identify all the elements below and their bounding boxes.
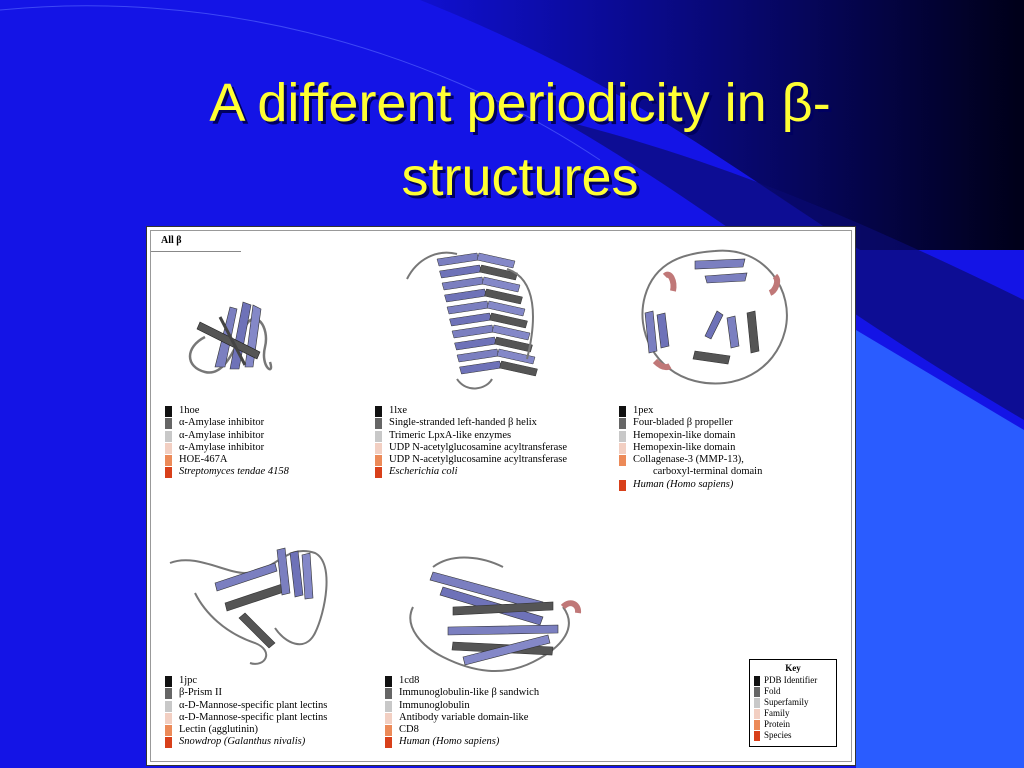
legend-text: Snowdrop (Galanthus nivalis) xyxy=(179,736,306,748)
legend-1cd8 xyxy=(385,675,539,749)
legend-row-family xyxy=(385,712,539,724)
key-swatch-fold xyxy=(754,687,760,697)
structure-1cd8-image xyxy=(403,547,593,687)
legend-swatch-species xyxy=(165,467,172,478)
legend-text: Immunoglobulin-like β sandwich xyxy=(399,687,540,699)
key-title: Key xyxy=(785,663,801,673)
structure-1jpc-image xyxy=(165,533,345,673)
legend-text: α-D-Mannose-specific plant lectins xyxy=(179,711,328,723)
legend-text: Single-stranded left-handed β helix xyxy=(389,417,537,429)
legend-text: β-Prism II xyxy=(179,687,222,699)
helix-strand xyxy=(457,349,499,362)
legend-swatch-fold xyxy=(385,688,392,699)
legend-text: Antibody variable domain-like xyxy=(399,711,529,723)
legend-row-protein xyxy=(165,454,289,466)
legend-row-species xyxy=(165,736,327,748)
key-row-species xyxy=(750,730,836,741)
structure-1hoe-image xyxy=(175,287,285,387)
legend-row-indent xyxy=(619,466,762,478)
structure-1lxe-image xyxy=(397,239,547,399)
legend-text: Trimeric LpxA-like enzymes xyxy=(389,429,512,441)
legend-row-pdb xyxy=(165,405,289,417)
legend-text: Collagenase-3 (MMP-13), xyxy=(633,454,744,466)
legend-row-species xyxy=(165,466,289,478)
legend-swatch-species xyxy=(165,737,172,748)
key-row-superfamily xyxy=(750,697,836,708)
legend-swatch-pdb xyxy=(165,676,172,687)
legend-text: UDP N-acetylglucosamine acyltransferase xyxy=(389,441,568,453)
legend-swatch-fold xyxy=(165,418,172,429)
legend-text: 1pex xyxy=(633,405,654,416)
helix-strand xyxy=(455,337,497,350)
legend-row-pdb xyxy=(385,675,539,687)
key-swatch-species xyxy=(754,731,760,741)
key-row-family xyxy=(750,708,836,719)
legend-row-fold xyxy=(385,687,539,699)
structure-1pex-image xyxy=(635,241,795,391)
legend-swatch-protein xyxy=(375,455,382,466)
legend-swatch-family xyxy=(165,713,172,724)
helix-strand xyxy=(437,253,479,266)
section-label: All β xyxy=(161,235,182,246)
legend-swatch-fold xyxy=(619,418,626,429)
legend-swatch-species xyxy=(619,480,626,491)
key-legend-box xyxy=(749,659,837,747)
legend-row-fold xyxy=(375,417,567,429)
legend-text: Human (Homo sapiens) xyxy=(633,478,734,490)
legend-1hoe xyxy=(165,405,289,479)
legend-swatch-protein xyxy=(619,455,626,466)
legend-text: 1hoe xyxy=(179,405,200,416)
legend-swatch-family xyxy=(165,443,172,454)
legend-swatch-family xyxy=(375,443,382,454)
legend-row-protein xyxy=(619,454,762,466)
legend-row-fold xyxy=(619,417,762,429)
legend-1pex xyxy=(619,405,762,491)
legend-row-superfamily xyxy=(385,700,539,712)
legend-text: 1lxe xyxy=(389,405,408,416)
helix-strand xyxy=(452,325,494,338)
legend-text: UDP N-acetylglucosamine acyltransferase xyxy=(389,454,568,466)
legend-swatch-species xyxy=(385,737,392,748)
legend-row-family xyxy=(165,442,289,454)
legend-swatch-protein xyxy=(165,455,172,466)
legend-swatch-superfamily xyxy=(165,431,172,442)
legend-swatch-pdb xyxy=(375,406,382,417)
legend-row-protein xyxy=(385,724,539,736)
legend-row-family xyxy=(619,442,762,454)
legend-row-species xyxy=(385,736,539,748)
legend-row-superfamily xyxy=(165,430,289,442)
legend-1lxe xyxy=(375,405,567,479)
legend-text: α-Amylase inhibitor xyxy=(179,417,265,429)
key-swatch-superfamily xyxy=(754,698,760,708)
legend-swatch-family xyxy=(385,713,392,724)
legend-swatch-species xyxy=(375,467,382,478)
legend-text: Four-bladed β propeller xyxy=(633,417,733,429)
legend-swatch-family xyxy=(619,443,626,454)
key-label: Protein xyxy=(764,719,790,729)
key-label: Species xyxy=(764,730,792,740)
key-swatch-pdb xyxy=(754,676,760,686)
legend-text: carboxyl-terminal domain xyxy=(653,466,763,478)
legend-swatch-superfamily xyxy=(385,701,392,712)
legend-text: CD8 xyxy=(399,724,419,736)
key-label: Superfamily xyxy=(764,697,809,707)
legend-row-species xyxy=(375,466,567,478)
legend-swatch-superfamily xyxy=(165,701,172,712)
key-row-pdb xyxy=(750,675,836,686)
legend-row-protein xyxy=(375,454,567,466)
legend-row-family xyxy=(165,712,327,724)
legend-swatch-fold xyxy=(165,688,172,699)
helix-strand xyxy=(447,301,489,314)
legend-swatch-pdb xyxy=(165,406,172,417)
legend-swatch-superfamily xyxy=(619,431,626,442)
legend-text: Human (Homo sapiens) xyxy=(399,736,500,748)
legend-1jpc xyxy=(165,675,327,749)
legend-swatch-protein xyxy=(165,725,172,736)
helix-strand xyxy=(442,277,484,290)
key-label: PDB Identifier xyxy=(764,675,818,685)
legend-row-superfamily xyxy=(619,430,762,442)
legend-text: α-Amylase inhibitor xyxy=(179,429,265,441)
legend-row-protein xyxy=(165,724,327,736)
scop-figure xyxy=(146,226,856,766)
legend-row-family xyxy=(375,442,567,454)
legend-row-fold xyxy=(165,687,327,699)
key-label: Fold xyxy=(764,686,781,696)
legend-text: 1jpc xyxy=(179,675,198,686)
slide-title: A different periodicity in β-structures xyxy=(209,73,831,207)
legend-swatch-superfamily xyxy=(375,431,382,442)
legend-swatch-pdb xyxy=(385,676,392,687)
legend-swatch-pdb xyxy=(619,406,626,417)
legend-row-pdb xyxy=(619,405,762,417)
key-label: Family xyxy=(764,708,790,718)
legend-row-superfamily xyxy=(375,430,567,442)
legend-swatch-protein xyxy=(385,725,392,736)
helix-strand xyxy=(450,313,492,326)
legend-text: Escherichia coli xyxy=(389,466,458,478)
key-row-protein xyxy=(750,719,836,730)
legend-text: 1cd8 xyxy=(399,675,420,686)
legend-row-superfamily xyxy=(165,700,327,712)
legend-text: Lectin (agglutinin) xyxy=(179,724,259,736)
key-swatch-family xyxy=(754,709,760,719)
legend-swatch-fold xyxy=(375,418,382,429)
legend-text: α-D-Mannose-specific plant lectins xyxy=(179,699,328,711)
legend-text: α-Amylase inhibitor xyxy=(179,441,265,453)
key-row-fold xyxy=(750,686,836,697)
legend-row-pdb xyxy=(165,675,327,687)
legend-row-pdb xyxy=(375,405,567,417)
legend-text: Hemopexin-like domain xyxy=(633,429,736,441)
legend-text: Streptomyces tendae 4158 xyxy=(179,466,289,478)
legend-row-fold xyxy=(165,417,289,429)
legend-row-species xyxy=(619,479,762,491)
helix-strand xyxy=(460,361,502,374)
legend-text: Hemopexin-like domain xyxy=(633,441,736,453)
legend-text: HOE-467A xyxy=(179,454,228,466)
helix-strand xyxy=(440,265,482,278)
key-swatch-protein xyxy=(754,720,760,730)
helix-strand xyxy=(445,289,487,302)
legend-text: Immunoglobulin xyxy=(399,699,470,711)
